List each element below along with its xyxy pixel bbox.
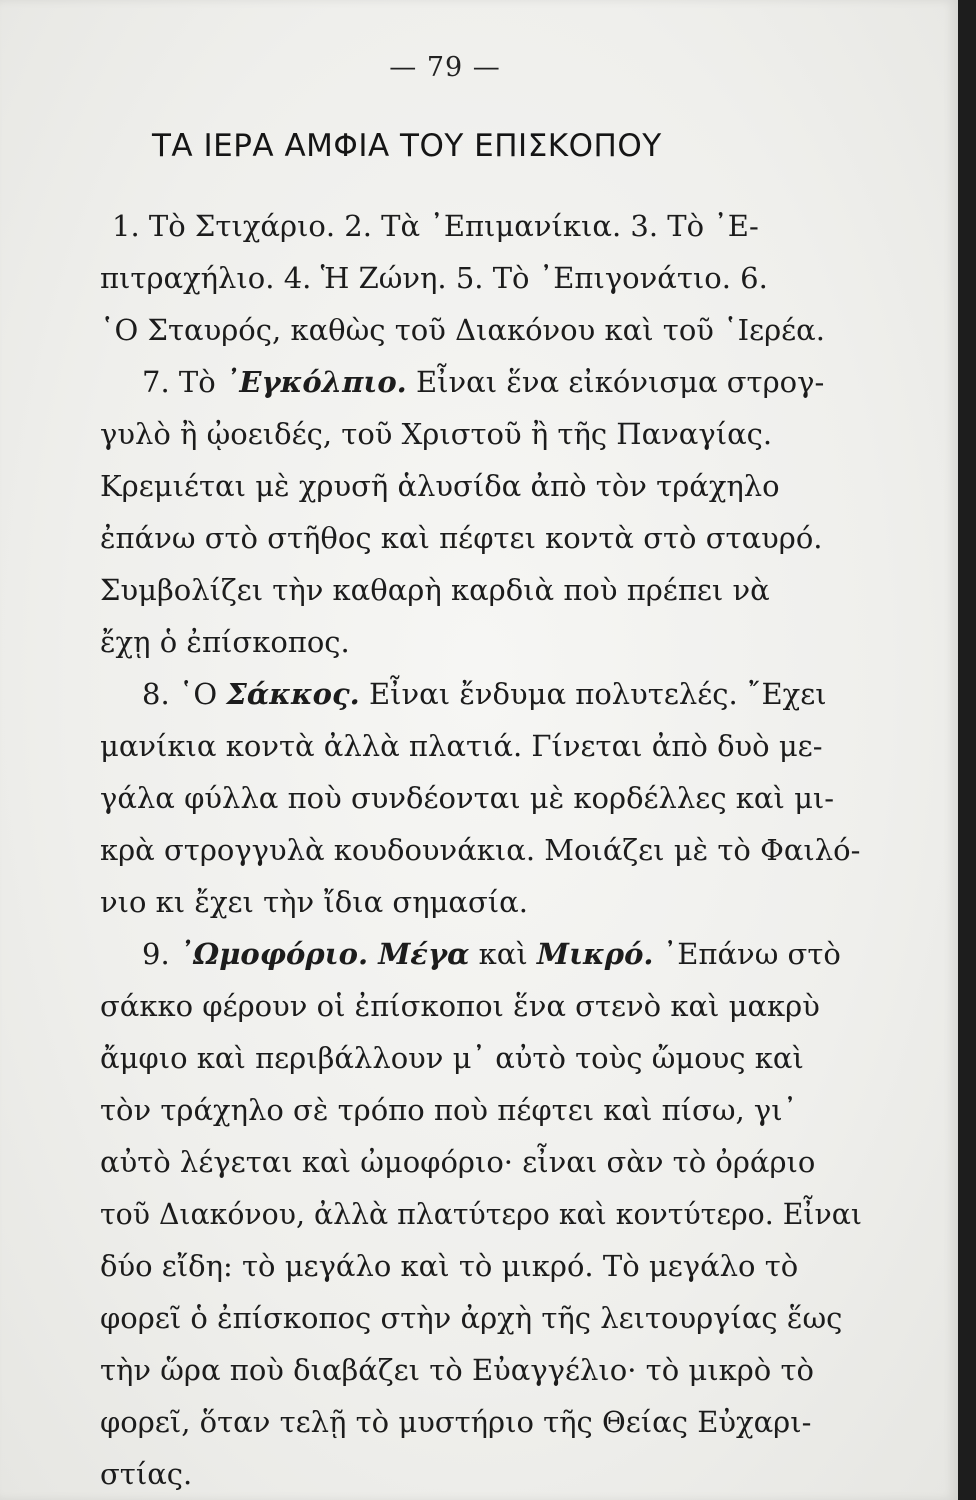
text-line: τὴν ὥρα ποὺ διαβάζει τὸ Εὐαγγέλιο· τὸ μικρὸ τὸ — [100, 1353, 814, 1387]
text-line: Κρεμιέται μὲ χρυσῆ ἁλυσίδα ἀπὸ τὸν τράχηλο — [100, 469, 780, 503]
paragraph-number: 7. Τὸ — [142, 365, 225, 399]
text-line: κρὰ στρογγυλὰ κουδουνάκια. Μοιάζει μὲ τὸ Φαιλό- — [100, 833, 861, 867]
text-line: στίας. — [100, 1457, 193, 1491]
text-line: φορεῖ ὁ ἐπίσκοπος στὴν ἀρχὴ τῆς λειτουργίας ἕως — [100, 1301, 843, 1335]
text-line: ῾Ο Σταυρός, καθὼς τοῦ Διακόνου καὶ τοῦ ῾Ιερέα. — [100, 313, 825, 347]
text-line: μανίκια κοντὰ ἀλλὰ πλατιά. Γίνεται ἀπὸ δυὸ με- — [100, 729, 823, 763]
term-heading: Μικρό. — [536, 937, 654, 971]
term-heading: Σάκκος. — [226, 677, 360, 711]
paragraph-heading-line — [142, 676, 827, 712]
paragraph-number: 9. — [142, 937, 179, 971]
text-run: Εἶναι ἕνα εἰκόνισμα στρογ- — [406, 365, 825, 399]
paragraph-heading-line — [142, 364, 824, 400]
text-line: 1. Τὸ Στιχάριο. 2. Τὰ ᾿Επιμανίκια. 3. Τὸ ᾿Ε- — [112, 209, 759, 243]
chapter-title: ΤΑ ΙΕΡΑ ΑΜΦΙΑ ΤΟΥ ΕΠΙΣΚΟΠΟΥ — [152, 128, 662, 164]
text-run: Εἶναι ἔνδυμα πολυτελές. ῎Εχει — [359, 677, 827, 711]
text-line: ἄμφιο καὶ περιβάλλουν μ᾿ αὐτὸ τοὺς ὤμους καὶ — [100, 1041, 804, 1075]
text-line: ἐπάνω στὸ στῆθος καὶ πέφτει κοντὰ στὸ σταυρό. — [100, 521, 823, 555]
text-run: ᾿Επάνω στὸ — [653, 937, 841, 971]
text-line: ἔχῃ ὁ ἐπίσκοπος. — [100, 625, 350, 659]
page-number: — 79 — — [389, 52, 501, 83]
text-line: νιο κι ἔχει τὴν ἴδια σημασία. — [100, 885, 528, 919]
text-line: τὸν τράχηλο σὲ τρόπο ποὺ πέφτει καὶ πίσω, γι᾿ — [100, 1093, 798, 1127]
text-line: αὐτὸ λέγεται καὶ ὠμοφόριο· εἶναι σὰν τὸ ὀράριο — [100, 1145, 816, 1179]
text-line: γάλα φύλλα ποὺ συνδέονται μὲ κορδέλλες καὶ μι- — [100, 781, 835, 815]
text-line: γυλὸ ἢ ᾠοειδές, τοῦ Χριστοῦ ἢ τῆς Παναγίας. — [100, 417, 773, 451]
text-line: σάκκο φέρουν οἱ ἐπίσκοποι ἕνα στενὸ καὶ μακρὺ — [100, 989, 820, 1023]
paragraph-number: 8. ῾Ο — [142, 677, 227, 711]
text-line: δύο εἴδη: τὸ μεγάλο καὶ τὸ μικρό. Τὸ μεγάλο τὸ — [100, 1249, 799, 1283]
text-run: καὶ — [469, 937, 537, 971]
text-line: φορεῖ, ὅταν τελῇ τὸ μυστήριο τῆς Θείας Εὐχαρι- — [100, 1405, 812, 1439]
text-line: πιτραχήλιο. 4. Ἡ Ζώνη. 5. Τὸ ᾿Επιγονάτιο. 6. — [100, 261, 768, 295]
text-line: Συμβολίζει τὴν καθαρὴ καρδιὰ ποὺ πρέπει νὰ — [100, 573, 770, 607]
term-heading: ᾿Εγκόλπιο. — [224, 365, 407, 399]
text-line: τοῦ Διακόνου, ἀλλὰ πλατύτερο καὶ κοντύτερο. Εἶναι — [100, 1197, 863, 1231]
term-heading: ᾿Ωμοφόριο. Μέγα — [178, 937, 470, 971]
paragraph-heading-line — [142, 936, 841, 972]
